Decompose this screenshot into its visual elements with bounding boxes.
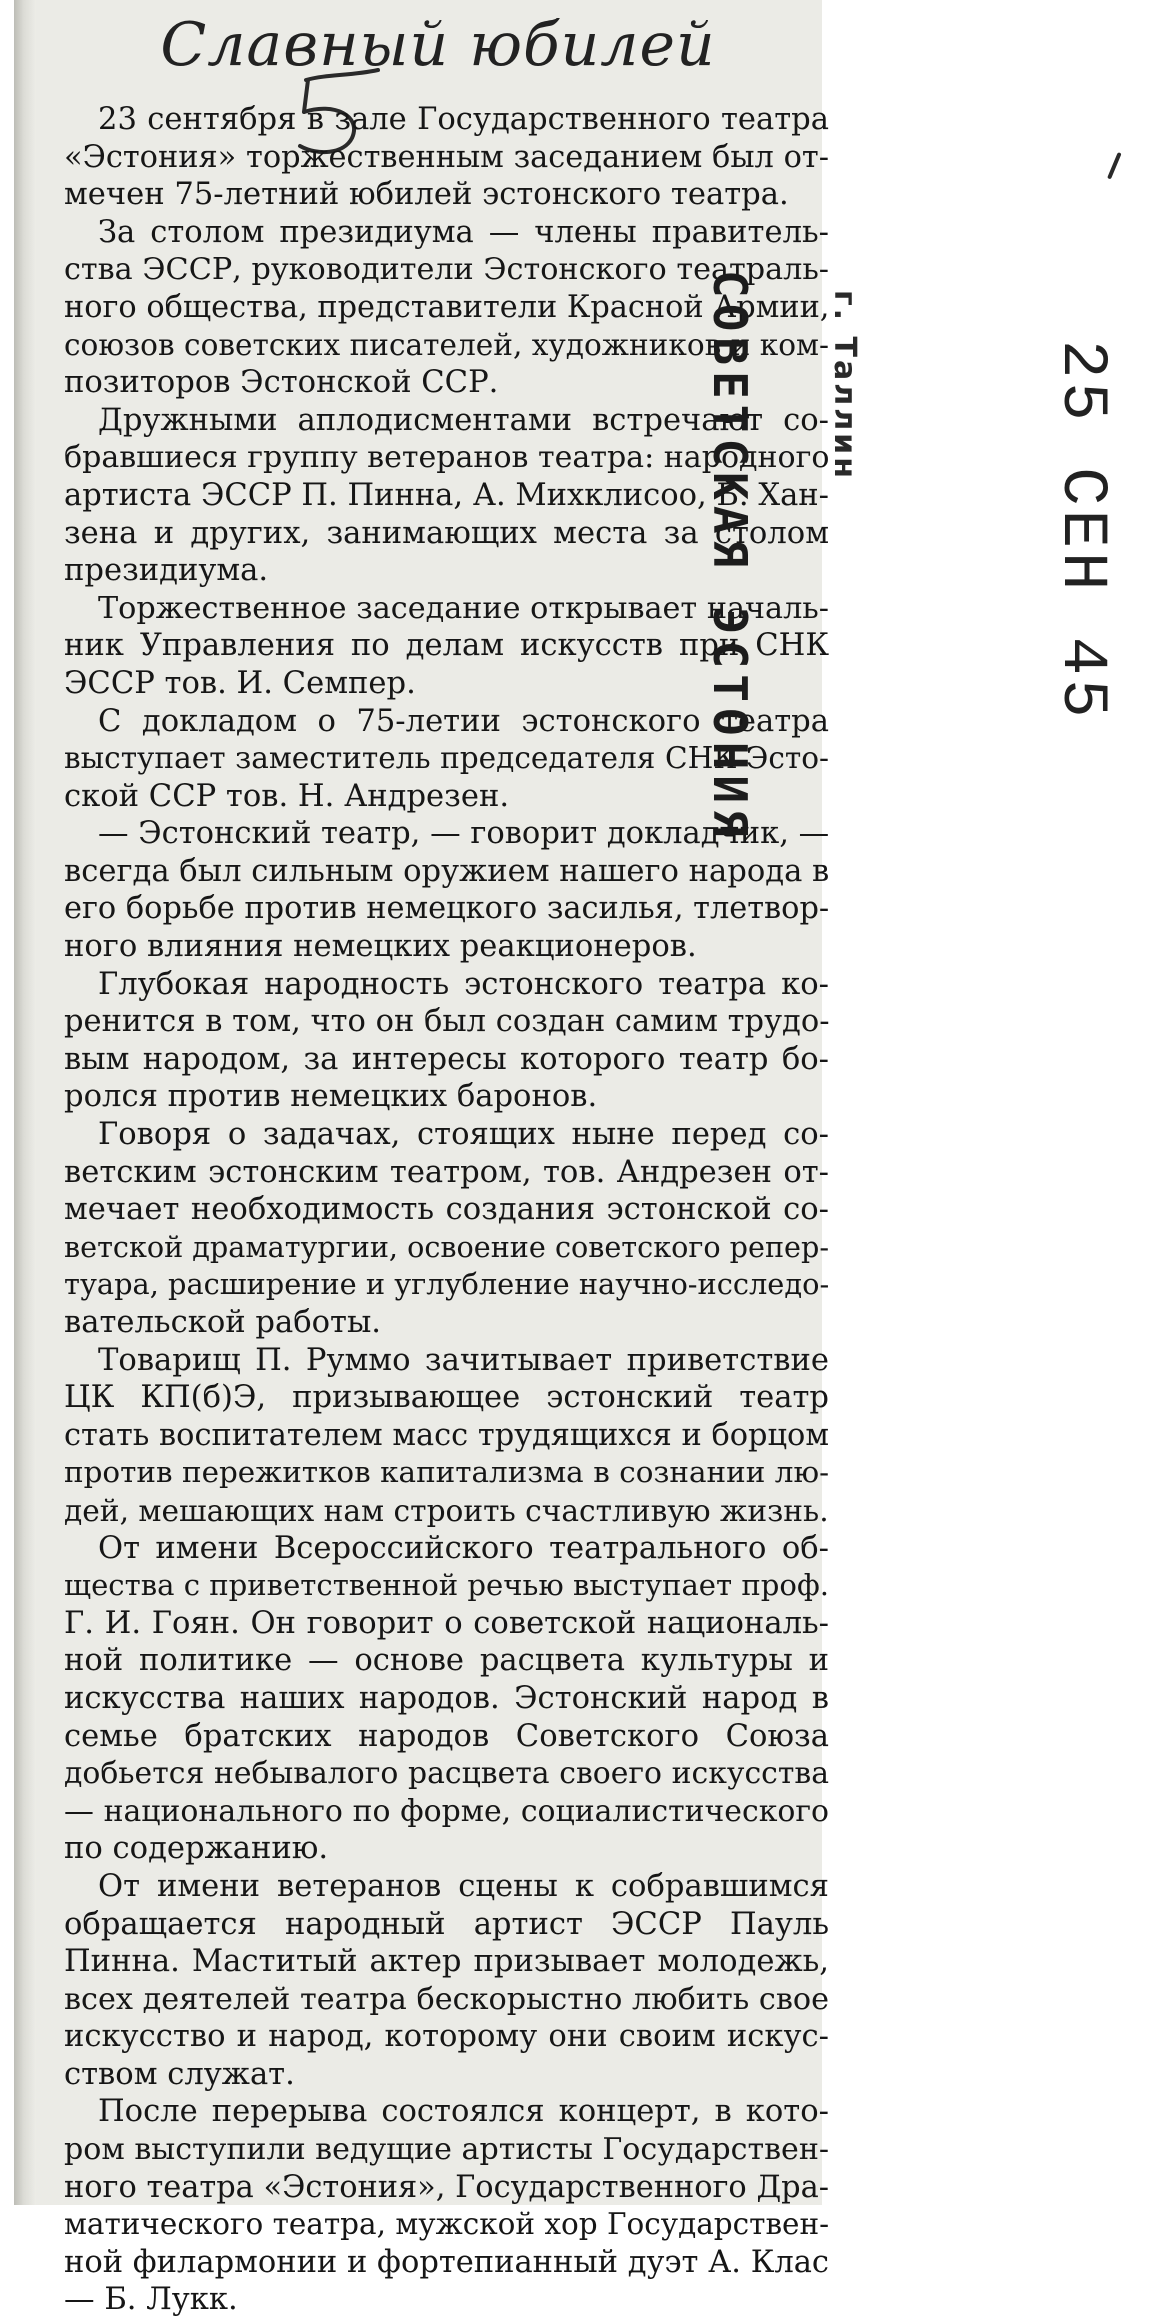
article-line: дей, мешающих нам строить счастливую жизнь. [64, 1492, 829, 1528]
article-line: позиторов Эстонской ССР. [64, 365, 499, 401]
article-line: вым народом, за интересы которого театр бо- [64, 1041, 829, 1077]
article-line: Говоря о задачах, стоящих ныне перед со- [98, 1117, 829, 1153]
article-line: — Б. Лукк. [64, 2282, 238, 2318]
article-line: обращается народный артист ЭССР Пауль [64, 1906, 829, 1942]
ink-tick-mark [1104, 151, 1127, 184]
article-line: «Эстония» торжественным заседанием был от- [64, 139, 829, 175]
article-line: искусства наших народов. Эстонский народ в [64, 1680, 829, 1716]
article-line: От имени ветеранов сцены к собравшимся [98, 1868, 829, 1904]
article-line: ветским эстонским театром, тов. Андрезен от- [64, 1154, 829, 1190]
article-line: От имени Всероссийского театрального об- [98, 1530, 829, 1566]
article-line: Пинна. Маститый актер призывает молодежь, [64, 1944, 829, 1980]
article-line: — национального по форме, социалистического [64, 1793, 829, 1829]
article-line: ром выступили ведущие артисты Государствен- [64, 2132, 830, 2168]
article-line: артиста ЭССР П. Пинна, А. Михклисоо, Б. Хан- [64, 477, 829, 513]
article-line: Глубокая народность эстонского театра ко- [98, 966, 829, 1002]
article-line: ренится в том, что он был создан самим трудо- [64, 1004, 830, 1040]
article-line: против пережитков капитализма в сознании лю- [64, 1455, 829, 1490]
city-label: г. Таллин [827, 290, 862, 481]
article-line: С докладом о 75-летии эстонского театра [98, 703, 829, 739]
article-line: ной политике — основе расцвета культуры и [64, 1643, 829, 1679]
article-line: Г. И. Гоян. Он говорит о советской националь- [64, 1605, 829, 1641]
article-headline: Славный юбилей [160, 10, 716, 80]
article-line: После перерыва состоялся концерт, в кото- [98, 2094, 829, 2130]
article-line: искусство и народ, которому они своим искус- [64, 2019, 829, 2055]
article-line: семье братских народов Советского Союза [64, 1718, 829, 1754]
article-line: ной филармонии и фортепианный дуэт А. Клас [64, 2244, 829, 2280]
article-line: ного влияния немецких реакционеров. [64, 929, 697, 965]
article-line: ролся против немецких баронов. [64, 1079, 598, 1115]
article-line: выступает заместитель председателя СНК Эсто- [64, 741, 829, 776]
article-line: Товарищ П. Руммо зачитывает приветствие [98, 1342, 829, 1378]
article-line: ного театра «Эстония», Государственного Дра- [64, 2169, 829, 2205]
article-line: союзов советских писателей, художников и ком- [64, 327, 829, 362]
article-line: щества с приветственной речью выступает проф. [64, 1568, 829, 1603]
article-line: всех деятелей театра бескорыстно любить свое [64, 1981, 829, 2017]
article-line: ник Управления по делам искусств при СНК [64, 628, 829, 664]
article-line: зена и других, занимающих места за столом [64, 515, 829, 551]
article-line: ской ССР тов. Н. Андрезен. [64, 778, 510, 814]
clipping-shadow-edge [14, 0, 36, 2205]
article-line: ства ЭССР, руководители Эстонского театраль- [64, 252, 829, 288]
article-line: вательской работы. [64, 1305, 382, 1340]
article-line: президиума. [64, 553, 269, 589]
article-line: всегда был сильным оружием нашего народа в [64, 853, 830, 889]
article-line: стать воспитателем масс трудящихся и борцом [64, 1417, 829, 1453]
article-line: ЦК КП(б)Э, призывающее эстонский театр [64, 1380, 829, 1416]
article-line: — Эстонский театр, — говорит докладчик, — [98, 816, 830, 852]
article-line: по содержанию. [64, 1831, 329, 1867]
article-line: туара, расширение и углубление научно-исследо- [64, 1267, 830, 1302]
article-line: добьется небывалого расцвета своего искусства [64, 1756, 829, 1792]
article-line: Дружными аплодисментами встречают со- [98, 402, 829, 438]
article-line: Торжественное заседание открывает началь- [98, 590, 829, 626]
article-line: За столом президиума — члены правитель- [98, 214, 829, 250]
article-line: матического театра, мужской хор Государствен- [64, 2207, 830, 2242]
date-stamp: 25 СЕН 45 [1045, 340, 1117, 722]
article-line: мечает необходимость создания эстонской со- [64, 1192, 829, 1228]
article-line: 23 сентября в зале Государственного театра [98, 102, 829, 137]
article-line: бравшиеся группу ветеранов театра: народного [64, 440, 830, 476]
article-line: ЭССР тов. И. Семпер. [64, 665, 416, 701]
article-line: ством служат. [64, 2056, 295, 2092]
article-line: ветской драматургии, освоение советского репер- [64, 1229, 830, 1264]
article-line: его борьбе против немецкого засилья, тлетвор- [64, 891, 830, 927]
article-line: мечен 75-летний юбилей эстонского театра. [64, 177, 789, 213]
newspaper-title: СОВЕТСКАЯ ЭСТОНИЯ [703, 270, 757, 843]
article-line: ного общества, представители Красной Армии, [64, 289, 830, 325]
